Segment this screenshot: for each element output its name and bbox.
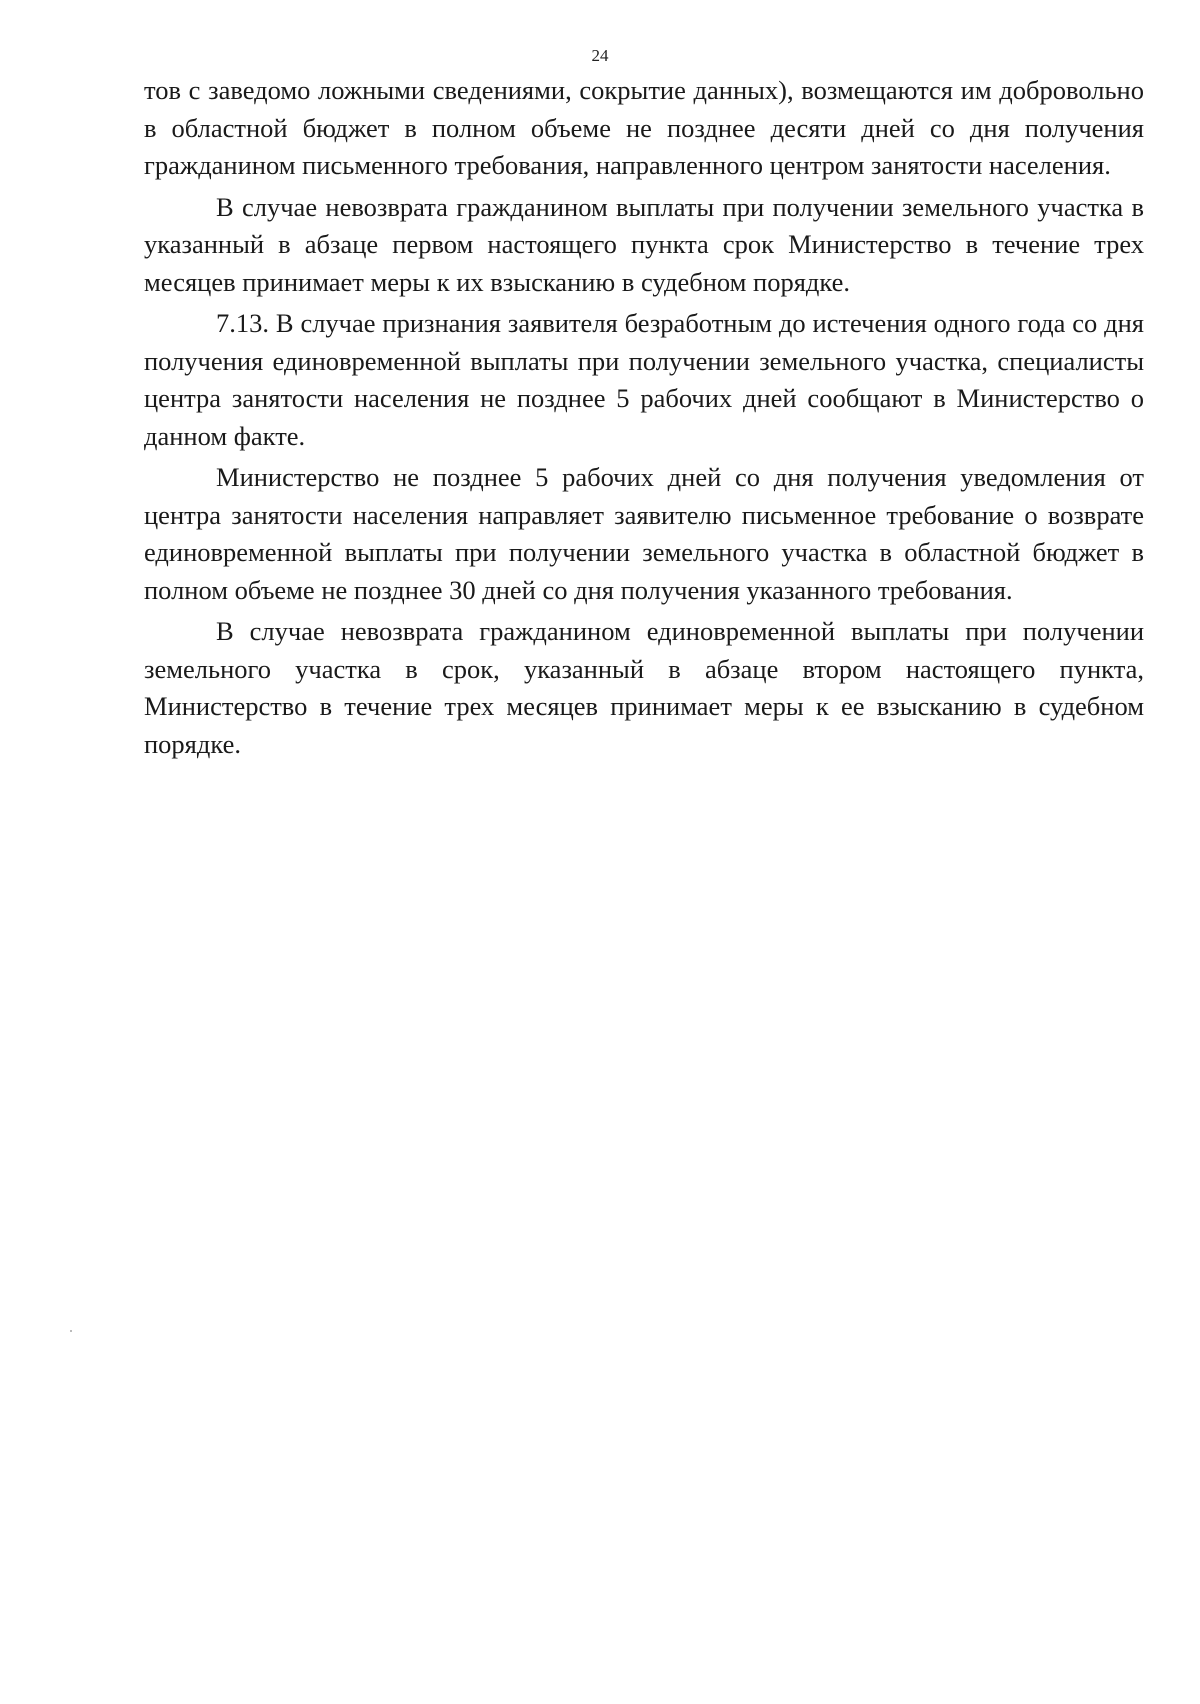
document-body [144,72,1144,763]
paragraph-clause-7-13: 7.13. В случае признания заявителя безработным до истечения одного года со дня получения единовременной выплаты при получении земельного участка, специалисты центра занятости населения не позднее 5 рабочих дней сообщают в Министерство о данном факте. [144,308,1144,451]
scan-speck [70,1330,72,1332]
paragraph-ministry-demand: Министерство не позднее 5 рабочих дней со дня получения уведомления от центра занятости населения направляет заявителю письменное требование о возврате единовременной выплаты при получении земельного участка в областной бюджет в полном объеме не позднее 30 дней со дня получения указанного требования. [144,462,1144,605]
paragraph-nonreturn-penalty: В случае невозврата гражданином выплаты при получении земельного участка в указанный в абзаце первом настоящего пункта срок Министерство в течение трех месяцев принимает меры к их взысканию в судебном порядке. [144,191,1144,297]
paragraph-continuation: тов с заведомо ложными сведениями, сокрытие данных), возмещаются им добровольно в областной бюджет в полном объеме не позднее десяти дней со дня получения гражданином письменного требования, направленного центром занятости населения. [144,75,1144,180]
paragraph-court-recovery: В случае невозврата гражданином единовременной выплаты при получении земельного участка в срок, указанный в абзаце втором настоящего пункта, Министерство в течение трех месяцев принимает меры к ее взысканию в судебном порядке. [144,616,1144,759]
page-number: 24 [591,46,609,65]
